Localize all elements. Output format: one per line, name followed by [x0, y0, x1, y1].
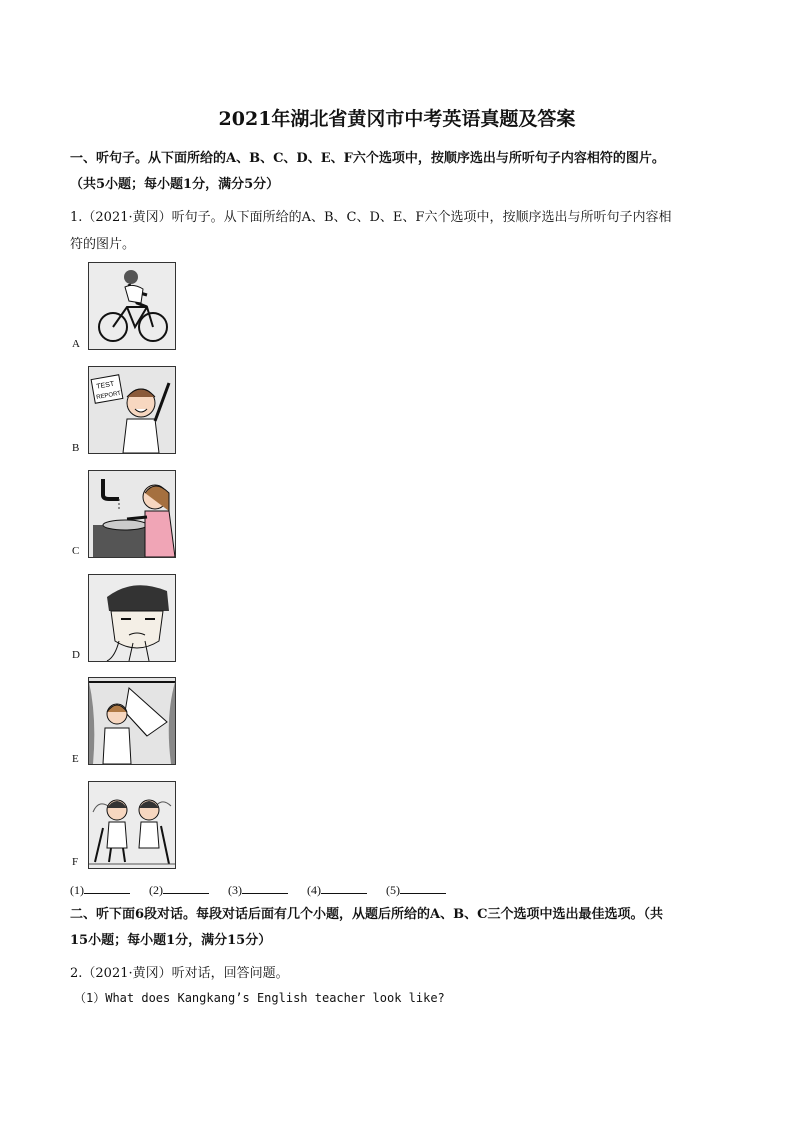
section1-heading-line2: （共5小题；每小题1分，满分5分）: [70, 177, 280, 192]
answer-blank-2-label: (2): [149, 883, 163, 897]
section1-heading-line1: 一、听句子。从下面所给的A、B、C、D、E、F六个选项中，按顺序选出与所听句子内容相符的图片。: [70, 151, 665, 166]
option-d-picture: [88, 574, 176, 662]
answer-blank-3-label: (3): [228, 883, 242, 897]
answer-blank-3[interactable]: [228, 882, 288, 898]
question2-intro: 2.（2021·黄冈）听对话，回答问题。: [70, 966, 289, 981]
ancient-poet-picture-icon: [89, 575, 175, 661]
option-a-picture: [88, 262, 176, 350]
option-c-picture: [88, 470, 176, 558]
option-e-picture: [88, 677, 176, 765]
answer-blank-2[interactable]: [149, 882, 209, 898]
question1-line1: 1.（2021·黄冈）听句子。从下面所给的A、B、C、D、E、F六个选项中，按顺序选出与所听句子内容相: [70, 210, 672, 225]
answer-blank-1[interactable]: [70, 882, 130, 898]
question2-sub1: （1）What does Kangkang’s English teacher look like?: [74, 991, 445, 1005]
girl-washing-hands-picture-icon: [89, 471, 175, 557]
cyclist-picture-icon: [89, 263, 175, 349]
option-a-label: A: [72, 338, 80, 350]
test-report-boy-picture-icon: [89, 367, 175, 453]
answer-blank-4[interactable]: [307, 882, 367, 898]
svg-text:TEST: TEST: [95, 380, 115, 391]
option-c-label: C: [72, 545, 80, 557]
answer-blank-5-label: (5): [386, 883, 400, 897]
answer-blank-1-label: (1): [70, 883, 84, 897]
section2-heading-line1: 二、听下面6段对话。每段对话后面有几个小题，从题后所给的A、B、C三个选项中选出最佳选项。（共: [70, 907, 663, 922]
answer-blank-4-label: (4): [307, 883, 321, 897]
section2-heading-line2: 15小题；每小题1分，满分15分）: [70, 933, 272, 948]
svg-text:REPORT: REPORT: [95, 390, 122, 401]
question1-line2: 符的图片。: [70, 237, 136, 252]
children-cleaning-picture-icon: [89, 782, 175, 868]
question1-prompt: [70, 204, 730, 258]
section2-heading: [70, 902, 730, 954]
option-b-label: B: [72, 442, 80, 454]
option-e-label: E: [72, 753, 79, 765]
answer-blank-5[interactable]: [386, 882, 446, 898]
answer-blanks: [70, 882, 462, 898]
section1-heading: [70, 146, 730, 198]
page-title: 2021年湖北省黄冈市中考英语真题及答案: [218, 108, 576, 130]
option-b-picture: [88, 366, 176, 454]
option-d-label: D: [72, 649, 80, 661]
girl-at-window-picture-icon: [89, 678, 175, 764]
option-f-picture: [88, 781, 176, 869]
option-f-label: F: [72, 856, 79, 868]
